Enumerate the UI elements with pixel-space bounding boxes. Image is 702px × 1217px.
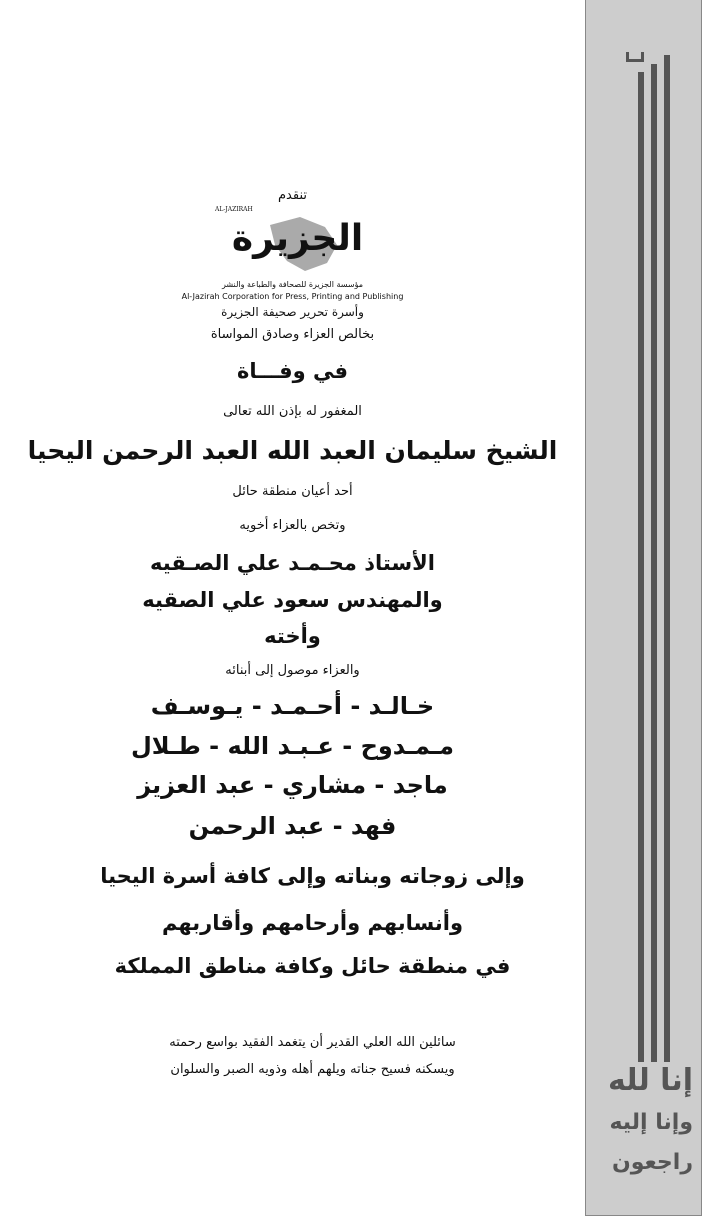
sister: وأخته <box>264 624 321 648</box>
condolence-intro: بخالص العزاء وصادق المواساة <box>210 327 375 342</box>
al-jazirah-logo <box>215 207 380 277</box>
family-line: وإلى زوجاته وبناته وإلى كافة أسرة اليحيا <box>100 864 525 888</box>
prayer-line: سائلين الله العلي القدير أن يتغمد الفقيد بواسع رحمته <box>169 1035 456 1050</box>
prayer-line: ويسكنه فسيح جناته ويلهم أهله وذويه الصبر والسلوان <box>170 1062 455 1077</box>
sons-line: خـالـد - أحـمـد - يـوسـف <box>150 692 435 720</box>
deceased-desc: أحد أعيان منطقة حائل <box>232 484 353 499</box>
org-english: Al-Jazirah Corporation for Press, Printing and Publishing <box>181 292 404 301</box>
sons-line: ماجد - مشاري - عبد العزيز <box>137 771 448 799</box>
sons-line: فهد - عبد الرحمن <box>188 812 397 840</box>
brother-2: والمهندس سعود علي الصقيه <box>142 588 443 612</box>
calligraphy-stroke <box>638 72 644 1062</box>
verse-line: وإنا إليه <box>609 1110 693 1135</box>
verse-line: إنا لله <box>608 1063 693 1098</box>
brother-1: الأستاذ محـمـد علي الصـقيه <box>150 551 435 575</box>
deceased-prefix: المغفور له بإذن الله تعالى <box>223 404 362 419</box>
logo-english-mark: AL-JAZIRAH <box>215 206 253 213</box>
family-line: في منطقة حائل وكافة مناطق المملكة <box>114 954 511 978</box>
verse-line: راجعون <box>611 1150 693 1175</box>
brothers-intro: وتخص بالعزاء أخويه <box>239 518 346 533</box>
sons-intro: والعزاء موصول إلى أبنائه <box>225 663 360 678</box>
calligraphy-stroke <box>664 55 670 1062</box>
side-panel <box>585 0 702 1216</box>
heading: في وفـــاة <box>237 359 348 383</box>
org-arabic: مؤسسة الجزيرة للصحافة والطباعة والنشر <box>221 280 363 289</box>
family-line: وأنسابهم وأرحامهم وأقاربهم <box>161 911 464 935</box>
shadda-mark <box>626 52 644 62</box>
staff-line: وأسرة تحرير صحيفة الجزيرة <box>221 305 364 319</box>
deceased-name: الشيخ سليمان العبد الله العبد الرحمن اليحيا <box>27 436 558 465</box>
logo-arabic-mark: الجزيرة <box>231 218 364 259</box>
presenter-text: تنقدم <box>278 188 307 203</box>
calligraphy-stroke <box>651 64 657 1062</box>
sons-line: مـمـدوح - عـبـد الله - طـلال <box>130 732 455 760</box>
